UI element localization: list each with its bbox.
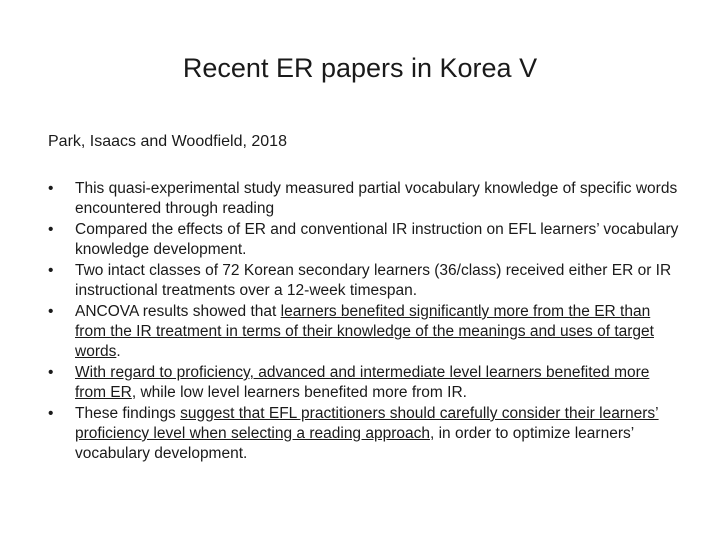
- bullet-item: [48, 179, 683, 219]
- citation: Park, Isaacs and Woodfield, 2018: [48, 133, 287, 150]
- bullet-text: This quasi-experimental study measured partial vocabulary knowledge of specific words encountered through reading: [75, 180, 678, 217]
- bullet-icon: •: [48, 221, 54, 238]
- bullet-text-underlined: suggest that EFL practitioners should carefully consider their learners’ proficiency level when selecting a reading approach: [75, 405, 659, 442]
- bullet-icon: •: [48, 405, 54, 422]
- bullet-item: [48, 302, 683, 362]
- bullet-text-pre: ANCOVA results showed that: [75, 303, 281, 320]
- bullet-text-post: , in order to optimize learners’ vocabulary development.: [75, 425, 634, 462]
- bullet-text-underlined: learners benefited significantly more from the ER than from the IR treatment in terms of their knowledge of the meanings and uses of target words: [75, 303, 654, 360]
- bullet-text-pre: These findings: [75, 405, 181, 422]
- bullet-icon: •: [48, 262, 54, 279]
- bullet-text-post: .: [116, 343, 121, 360]
- bullet-text-post: , while low level learners benefited more from IR.: [131, 384, 467, 401]
- bullet-icon: •: [48, 364, 54, 381]
- slide-title: Recent ER papers in Korea V: [182, 53, 538, 83]
- bullet-icon: •: [48, 180, 54, 197]
- bullet-item: [48, 363, 683, 403]
- bullet-item: [48, 220, 683, 260]
- bullet-item: [48, 261, 683, 301]
- bullet-text-underlined: With regard to proficiency, advanced and intermediate level learners benefited more from ER: [75, 364, 650, 401]
- bullet-item: [48, 404, 683, 464]
- bullet-icon: •: [48, 303, 54, 320]
- bullet-text: Two intact classes of 72 Korean secondary learners (36/class) received either ER or IR instructional treatments over a 12-week timespan.: [75, 262, 672, 299]
- bullet-text: Compared the effects of ER and conventional IR instruction on EFL learners’ vocabulary knowledge development.: [75, 221, 679, 258]
- bullet-list: [48, 179, 683, 465]
